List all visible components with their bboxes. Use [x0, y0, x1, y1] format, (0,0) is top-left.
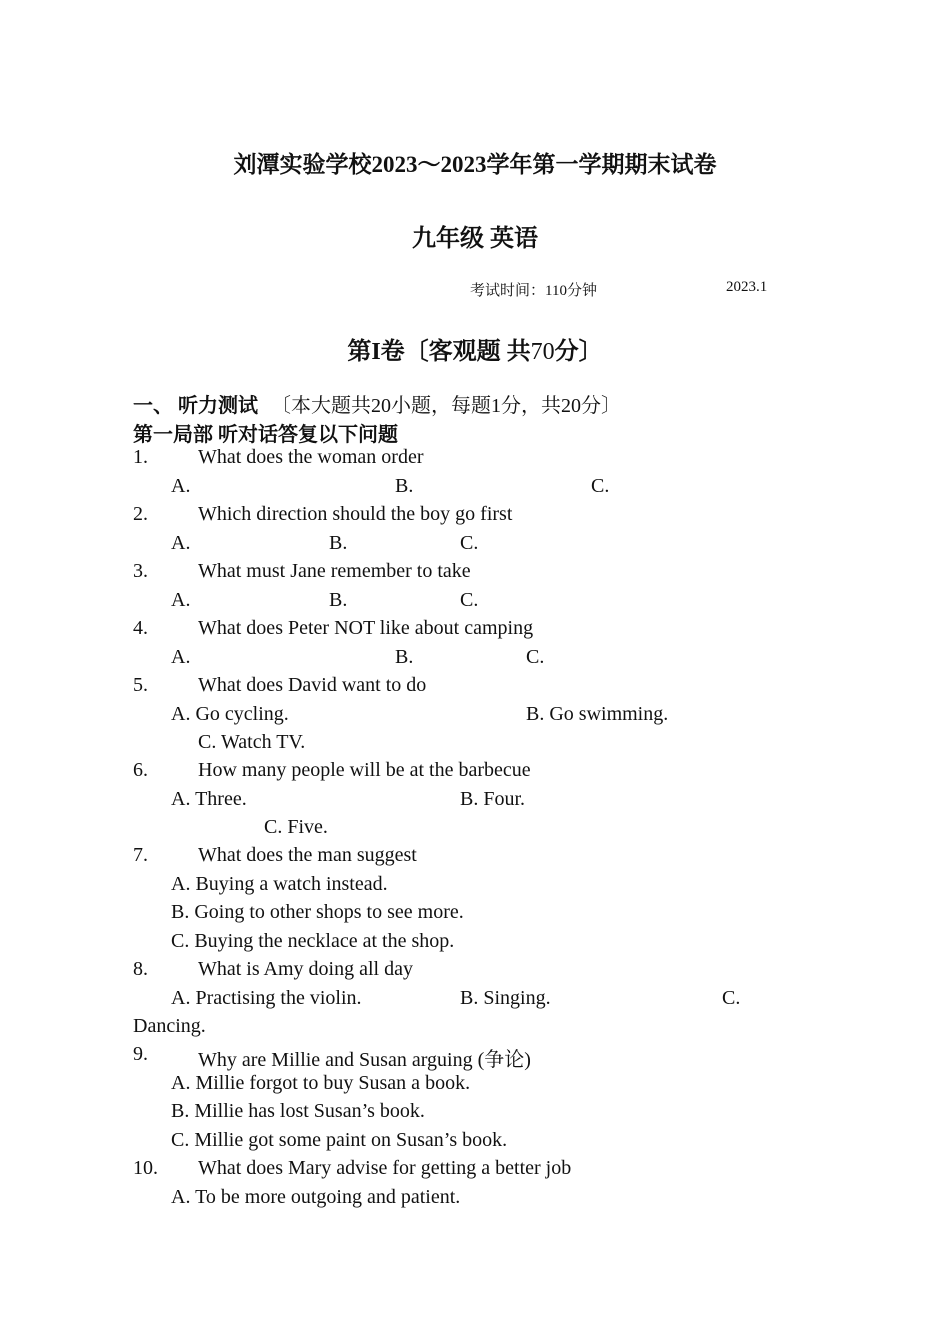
- question-number: 5.: [133, 674, 148, 696]
- question-text: What does Peter NOT like about camping: [198, 617, 534, 639]
- option-c: C.: [460, 589, 479, 611]
- option-b: B. Going to other shops to see more.: [171, 901, 464, 923]
- exam-title: 刘潭实验学校2023～2023学年第一学期期末试卷: [233, 152, 717, 177]
- option-b: B.: [395, 646, 414, 668]
- option-a: A.: [171, 589, 191, 611]
- option-b: B.: [329, 532, 348, 554]
- question-number: 1.: [133, 446, 148, 468]
- section-title-suffix: 分〕: [554, 339, 603, 365]
- option-c: C.: [460, 532, 479, 554]
- section-title-prefix: 第I卷〔客观题 共: [347, 339, 531, 365]
- section-title-score: 70: [530, 339, 555, 365]
- question-text: What is Amy doing all day: [198, 958, 413, 980]
- option-a: A. Go cycling.: [171, 703, 289, 725]
- option-b: B. Millie has lost Susan’s book.: [171, 1100, 425, 1122]
- option-c-continuation: Dancing.: [133, 1015, 206, 1037]
- option-c: C. Watch TV.: [198, 731, 306, 753]
- question-number: 3.: [133, 560, 148, 582]
- grade-subject: 九年级 英语: [412, 226, 538, 252]
- question-text: What does Mary advise for getting a better job: [198, 1157, 572, 1179]
- option-b: B. Go swimming.: [526, 703, 669, 725]
- question-number: 7.: [133, 844, 148, 866]
- option-c: C. Millie got some paint on Susan’s book.: [171, 1129, 508, 1151]
- option-a: A. Millie forgot to buy Susan a book.: [171, 1072, 471, 1094]
- option-b: B. Four.: [460, 788, 526, 810]
- question-number: 6.: [133, 759, 148, 781]
- question-text: How many people will be at the barbecue: [198, 759, 531, 781]
- option-a: A.: [171, 532, 191, 554]
- option-a: A. Buying a watch instead.: [171, 873, 388, 895]
- question-number: 8.: [133, 958, 148, 980]
- question-text: What does the man suggest: [198, 844, 417, 866]
- question-text: What does the woman order: [198, 446, 424, 468]
- option-b: B. Singing.: [460, 987, 551, 1009]
- question-text: Why are Millie and Susan arguing (争论): [198, 1049, 531, 1071]
- option-a: A. To be more outgoing and patient.: [171, 1186, 461, 1208]
- question-text: Which direction should the boy go first: [198, 503, 513, 525]
- question-number: 2.: [133, 503, 148, 525]
- option-a: A. Practising the violin.: [171, 987, 362, 1009]
- option-c: C. Buying the necklace at the shop.: [171, 930, 455, 952]
- option-c: C.: [722, 987, 741, 1009]
- option-a: A.: [171, 475, 191, 497]
- question-number: 10.: [133, 1157, 158, 1179]
- section-title: [0, 331, 950, 366]
- question-number: 4.: [133, 617, 148, 639]
- option-b: B.: [395, 475, 414, 497]
- option-a: A. Three.: [171, 788, 247, 810]
- exam-time: 考试时间：110分钟: [470, 283, 597, 299]
- part-one-label: 一、 听力测试: [133, 395, 258, 417]
- option-a: A.: [171, 646, 191, 668]
- part-one-sub-label: 第一局部 听对话答复以下问题: [133, 424, 398, 446]
- option-c: C. Five.: [264, 816, 328, 838]
- exam-date: 2023.1: [726, 279, 768, 295]
- question-text: What must Jane remember to take: [198, 560, 471, 582]
- option-c: C.: [591, 475, 610, 497]
- part-one-note: 〔本大题共20小题，每题1分，共20分〕: [271, 395, 621, 417]
- question-text: What does David want to do: [198, 674, 427, 696]
- option-c: C.: [526, 646, 545, 668]
- question-number: 9.: [133, 1043, 148, 1065]
- part-one-heading: [133, 389, 621, 418]
- option-b: B.: [329, 589, 348, 611]
